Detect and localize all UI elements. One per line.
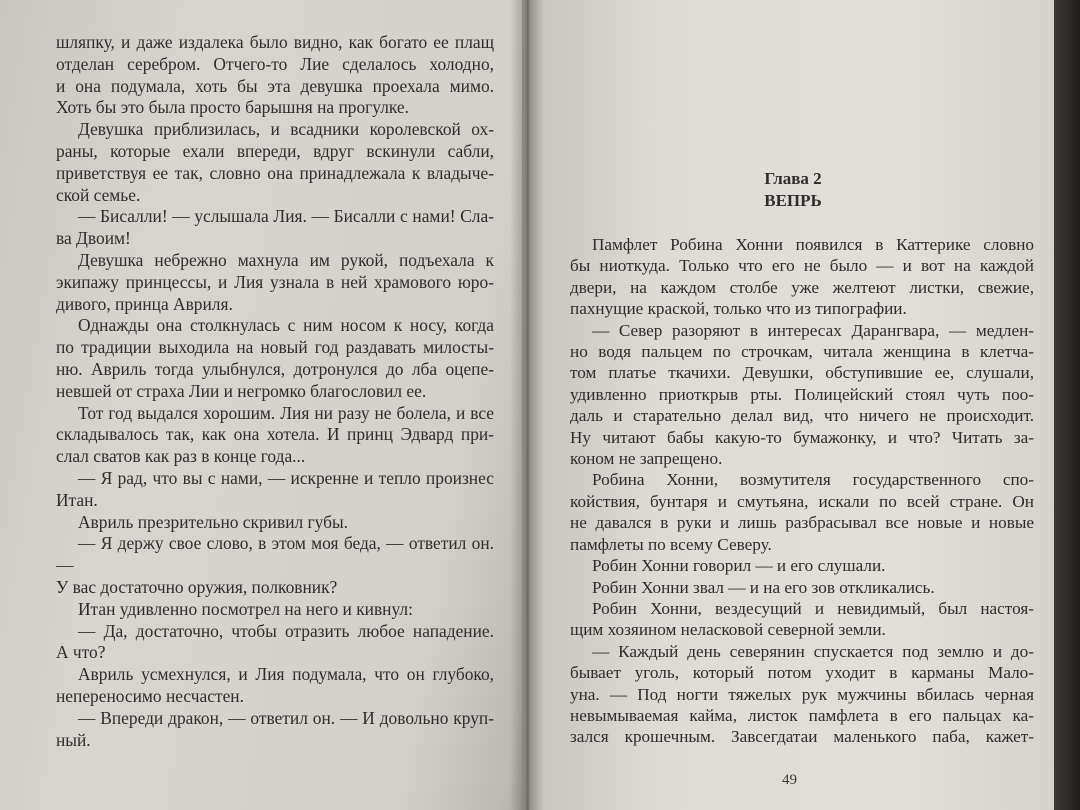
text-line: Девушка приблизилась, и всадники королевской ох- (78, 119, 494, 140)
text-line: — Север разоряют в интересах Дарангвара, — медлен- (592, 320, 1034, 340)
text-line: щим хозяином неласковой северной земли. (570, 620, 886, 640)
text-line: Памфлет Робина Хонни появился в Каттерике словно (592, 235, 1034, 254)
text-line: Робина Хонни, возмутителя государственного спо- (592, 470, 1034, 490)
text-line: дивого, принца Авриля. (56, 293, 233, 314)
background-edge (1054, 0, 1080, 810)
right-page-text (570, 234, 1034, 748)
text-line: Авриль презрительно скривил губы. (78, 511, 349, 532)
text-line: Робин Хонни говорил — и его слушали. (592, 556, 886, 576)
text-line: — Я держу свое слово, в этом моя беда, — ответил он. — (56, 533, 494, 576)
text-line: койствия, бунтаря и смутьяна, искали по всей стране. Он (570, 491, 1034, 511)
text-line: шляпку, и даже издалека было видно, как богато ее плащ (56, 32, 494, 52)
text-line: А что? (56, 642, 106, 663)
text-line: отделан серебром. Отчего-то Лие сделалось холодно, (56, 53, 494, 74)
text-line: раны, которые ехали впереди, вдруг вскинули сабли, (56, 140, 494, 161)
text-line: — Я рад, что вы с нами, — искренне и тепло произнес (78, 467, 494, 488)
text-line: экипажу принцессы, и Лия узнала в ней храмового юро- (56, 271, 494, 292)
text-line: невшей от страха Лии и негромко благословил ее. (56, 380, 427, 401)
text-line: Итан удивленно посмотрел на него и кивнул: (78, 598, 413, 619)
text-line: Ну читают бабы какую-то бумажонку, и что? Читать за- (570, 427, 1034, 447)
text-line: удивленно приоткрыв рты. Полицейский стоял чуть поо- (570, 384, 1034, 404)
text-line: непереносимо несчастен. (56, 685, 244, 706)
text-line: не давался в руки и лишь разбрасывал все новые и новые (570, 513, 1034, 533)
text-line: приветствуя ее так, словно она принадлежала к владыче- (56, 162, 494, 183)
text-line: невымываемая кайма, листок памфлета в его пальцах ка- (570, 705, 1034, 725)
text-line: ню. Авриль тогда улыбнулся, дотронулся до лба оцепе- (56, 358, 494, 379)
text-line: том платье ткачихи. Девушки, обступившие ее, слушали, (570, 363, 1034, 383)
text-line: коном не запрещено. (570, 449, 723, 469)
text-line: Итан. (56, 489, 98, 510)
text-line: Робин Хонни, вездесущий и невидимый, был настоя- (592, 598, 1034, 618)
text-line: ской семье. (56, 184, 141, 205)
text-line: складывалось так, как она хотела. И принц Эдвард при- (56, 424, 494, 445)
page-number: 49 (782, 772, 797, 788)
chapter-title: ВЕПРЬ (764, 191, 822, 210)
chapter-number: Глава 2 (764, 169, 822, 188)
text-line: Тот год выдался хорошим. Лия ни разу не болела, и все (78, 402, 494, 423)
text-line: — Да, достаточно, чтобы отразить любое нападение. (78, 620, 494, 641)
right-page (522, 0, 1062, 810)
text-line: бывает уголь, который потом уходит в карманы Мало- (570, 663, 1034, 683)
text-line: ва Двоим! (56, 228, 131, 249)
text-line: — Впереди дракон, — ответил он. — И довольно круп- (78, 707, 494, 728)
text-line: Робин Хонни звал — и на его зов откликались. (592, 577, 935, 597)
left-page (0, 0, 528, 810)
text-line: слал сватов как раз в конце года... (56, 446, 306, 467)
text-line: уна. — Под ногти тяжелых рук мужчины вбилась черная (570, 684, 1034, 704)
text-line: по традиции выходила на новый год раздавать милосты- (56, 337, 494, 358)
text-line: ный. (56, 729, 91, 750)
book-gutter (510, 0, 544, 810)
text-line: двери, на каждом столбе уже желтеют листки, свежие, (570, 277, 1034, 297)
text-line: — Каждый день северянин спускается под землю и до- (592, 641, 1034, 661)
text-line: даль и старательно делал вид, что ничего не происходит. (570, 406, 1034, 426)
text-line: пахнущие краской, только что из типографии. (570, 299, 907, 319)
text-line: бы ниоткуда. Только что его не было — и вот на каждой (570, 256, 1034, 276)
text-line: Однажды она столкнулась с ним носом к носу, когда (78, 315, 494, 336)
text-line: Авриль усмехнулся, и Лия подумала, что он глубоко, (78, 664, 494, 685)
text-line: зался крошечным. Завсегдатаи маленького паба, кажет- (570, 727, 1034, 747)
text-line: Девушка небрежно махнула им рукой, подъехала к (78, 249, 494, 270)
text-line: но водя пальцем по строчкам, читала женщина в клетча- (570, 342, 1034, 362)
text-line: — Бисалли! — услышала Лия. — Бисалли с нами! Сла- (78, 206, 494, 227)
text-line: и она подумала, хоть бы эта девушка проехала мимо. (56, 75, 494, 96)
text-line: памфлеты по всему Северу. (570, 534, 772, 554)
text-line: Хоть бы это была просто барышня на прогулке. (56, 97, 409, 118)
text-line: У вас достаточно оружия, полковник? (56, 576, 338, 597)
chapter-heading (570, 168, 1034, 212)
